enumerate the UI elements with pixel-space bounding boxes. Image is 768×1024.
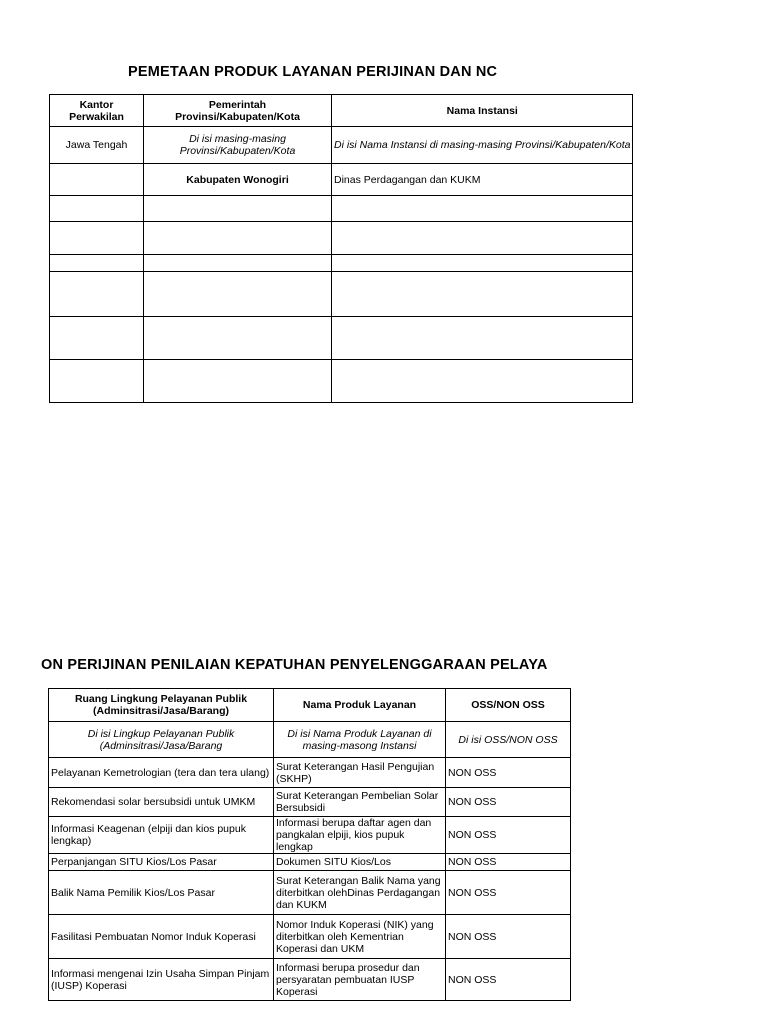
table-header-row (49, 689, 571, 722)
table-guide-row (50, 127, 633, 164)
mapping-table-institution (49, 94, 633, 403)
table-row-empty (50, 317, 633, 360)
cell-oss: NON OSS (446, 871, 571, 915)
cell-oss-guide: Di isi OSS/NON OSS (446, 722, 571, 758)
cell-ruang-lingkup: Informasi mengenai Izin Usaha Simpan Pinjam (IUSP) Koperasi (49, 959, 274, 1001)
cell-nama-produk: Surat Keterangan Balik Nama yang diterbitkan olehDinas Perdagangan dan KUKM (274, 871, 446, 915)
table-row (49, 871, 571, 915)
table-header-row (50, 95, 633, 127)
table-row-empty (50, 360, 633, 403)
cell-ruang-lingkup: Rekomendasi solar bersubsidi untuk UMKM (49, 788, 274, 817)
cell-nama-produk: Nomor Induk Koperasi (NIK) yang diterbitkan oleh Kementrian Koperasi dan UKM (274, 915, 446, 959)
header-pemerintah: Pemerintah Provinsi/Kabupaten/Kota (144, 95, 332, 127)
cell-ruang-lingkup: Informasi Keagenan (elpiji dan kios pupuk lengkap) (49, 817, 274, 854)
cell-nama-produk-guide: Di isi Nama Produk Layanan di masing-masong Instansi (274, 722, 446, 758)
header-ruang-lingkup: Ruang Lingkung Pelayanan Publik (Adminsitrasi/Jasa/Barang) (49, 689, 274, 722)
cell-oss: NON OSS (446, 788, 571, 817)
cell-oss: NON OSS (446, 854, 571, 871)
cell-oss: NON OSS (446, 817, 571, 854)
header-oss: OSS/NON OSS (446, 689, 571, 722)
table-row-empty (50, 222, 633, 255)
header-kantor-perwakilan: Kantor Perwakilan (50, 95, 144, 127)
section1-title: PEMETAAN PRODUK LAYANAN PERIJINAN DAN NC (128, 64, 498, 80)
table-guide-row (49, 722, 571, 758)
cell-ruang-lingkup: Fasilitasi Pembuatan Nomor Induk Koperasi (49, 915, 274, 959)
section2-title: ON PERIJINAN PENILAIAN KEPATUHAN PENYELENGGARAAN PELAYA (41, 657, 548, 673)
table-row (49, 915, 571, 959)
cell-ruang-lingkup: Perpanjangan SITU Kios/Los Pasar (49, 854, 274, 871)
cell-nama-produk: Dokumen SITU Kios/Los (274, 854, 446, 871)
table-row (49, 788, 571, 817)
cell-ruang-lingkup: Pelayanan Kemetrologian (tera dan tera ulang) (49, 758, 274, 788)
table-row-empty (50, 255, 633, 272)
table-row (49, 758, 571, 788)
cell-pemerintah-guide: Di isi masing-masing Provinsi/Kabupaten/Kota (144, 127, 332, 164)
cell-nama-instansi: Dinas Perdagangan dan KUKM (332, 164, 633, 196)
cell-ruang-lingkup-guide: Di isi Lingkup Pelayanan Publik (Adminsitrasi/Jasa/Barang (49, 722, 274, 758)
table-row (49, 817, 571, 854)
table-row (49, 854, 571, 871)
cell-pemerintah: Kabupaten Wonogiri (144, 164, 332, 196)
cell-nama-produk: Informasi berupa prosedur dan persyaratan pembuatan IUSP Koperasi (274, 959, 446, 1001)
table-row-empty (50, 196, 633, 222)
mapping-table-services (48, 688, 571, 1001)
cell-nama-produk: Informasi berupa daftar agen dan pangkalan elpiji, kios pupuk lengkap (274, 817, 446, 854)
cell-nama-instansi-guide: Di isi Nama Instansi di masing-masing Provinsi/Kabupaten/Kota (332, 127, 633, 164)
cell-oss: NON OSS (446, 758, 571, 788)
cell-kantor-perwakilan (50, 164, 144, 196)
cell-nama-produk: Surat Keterangan Hasil Pengujian (SKHP) (274, 758, 446, 788)
table-row (50, 164, 633, 196)
cell-kantor-perwakilan: Jawa Tengah (50, 127, 144, 164)
cell-ruang-lingkup: Balik Nama Pemilik Kios/Los Pasar (49, 871, 274, 915)
cell-nama-produk: Surat Keterangan Pembelian Solar Bersubsidi (274, 788, 446, 817)
table-row-empty (50, 272, 633, 317)
cell-oss: NON OSS (446, 959, 571, 1001)
header-nama-instansi: Nama Instansi (332, 95, 633, 127)
table-row (49, 959, 571, 1001)
cell-oss: NON OSS (446, 915, 571, 959)
header-nama-produk: Nama Produk Layanan (274, 689, 446, 722)
